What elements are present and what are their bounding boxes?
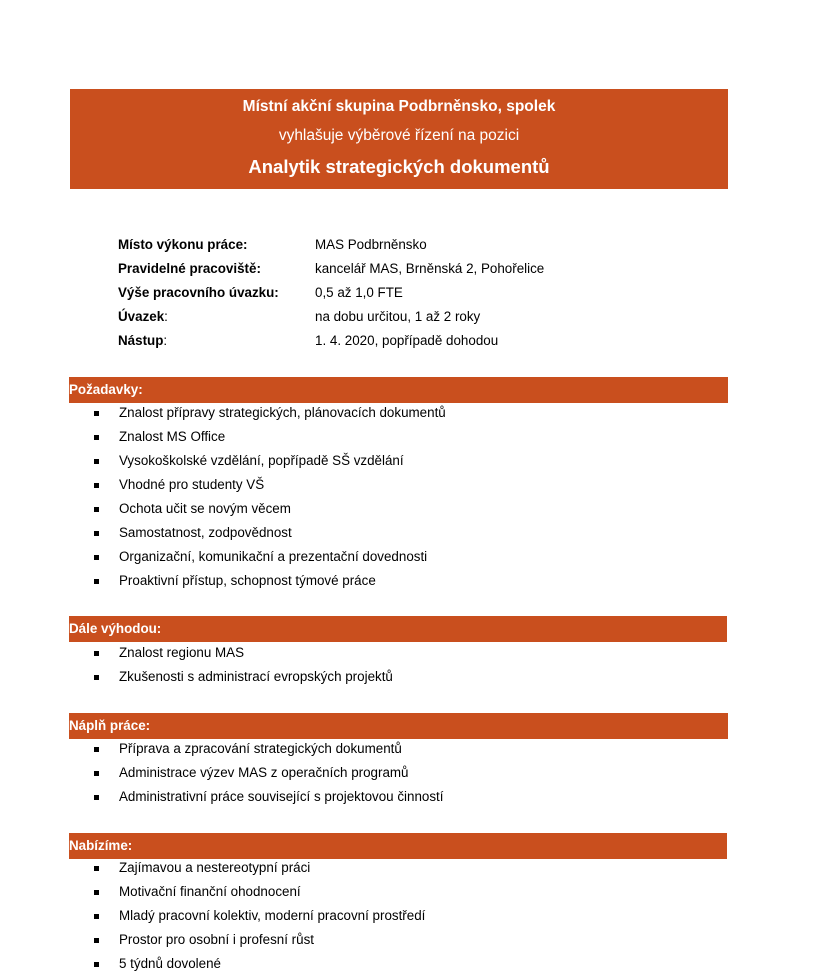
info-value: kancelář MAS, Brněnská 2, Pohořelice (315, 261, 545, 276)
bullet-icon (94, 771, 99, 776)
info-value: MAS Podbrněnsko (315, 237, 427, 252)
section-header-job-description: Náplň práce: (69, 713, 728, 739)
bullet-icon (94, 795, 99, 800)
bullet-icon (94, 890, 99, 895)
info-value: 0,5 až 1,0 FTE (315, 285, 403, 300)
bullet-icon (94, 435, 99, 440)
info-label: Místo výkonu práce: (118, 237, 248, 252)
bullet-icon (94, 555, 99, 560)
info-label: Nástup: (118, 333, 168, 348)
title-banner (70, 89, 728, 189)
bullet-icon (94, 747, 99, 752)
bullet-icon (94, 483, 99, 488)
section-header-advantages: Dále výhodou: (69, 616, 727, 642)
bullet-icon (94, 507, 99, 512)
bullet-icon (94, 531, 99, 536)
organization-name: Místní akční skupina Podbrněnsko, spolek (242, 98, 556, 115)
info-label: Výše pracovního úvazku: (118, 285, 279, 300)
info-value: 1. 4. 2020, popřípadě dohodou (315, 333, 499, 348)
bullet-icon (94, 411, 99, 416)
position-title: Analytik strategických dokumentů (248, 156, 550, 177)
section-header-requirements: Požadavky: (69, 377, 728, 403)
info-label: Pravidelné pracoviště: (118, 261, 261, 276)
announcement-subtitle: vyhlašuje výběrové řízení na pozici (278, 127, 520, 144)
bullet-icon (94, 866, 99, 871)
info-label: Úvazek: (118, 309, 168, 324)
bullet-icon (94, 651, 99, 656)
bullet-icon (94, 459, 99, 464)
bullet-icon (94, 579, 99, 584)
bullet-icon (94, 675, 99, 680)
bullet-icon (94, 914, 99, 919)
bullet-icon (94, 962, 99, 967)
info-value: na dobu určitou, 1 až 2 roky (315, 309, 481, 324)
section-header-offer: Nabízíme: (69, 833, 727, 859)
bullet-icon (94, 938, 99, 943)
